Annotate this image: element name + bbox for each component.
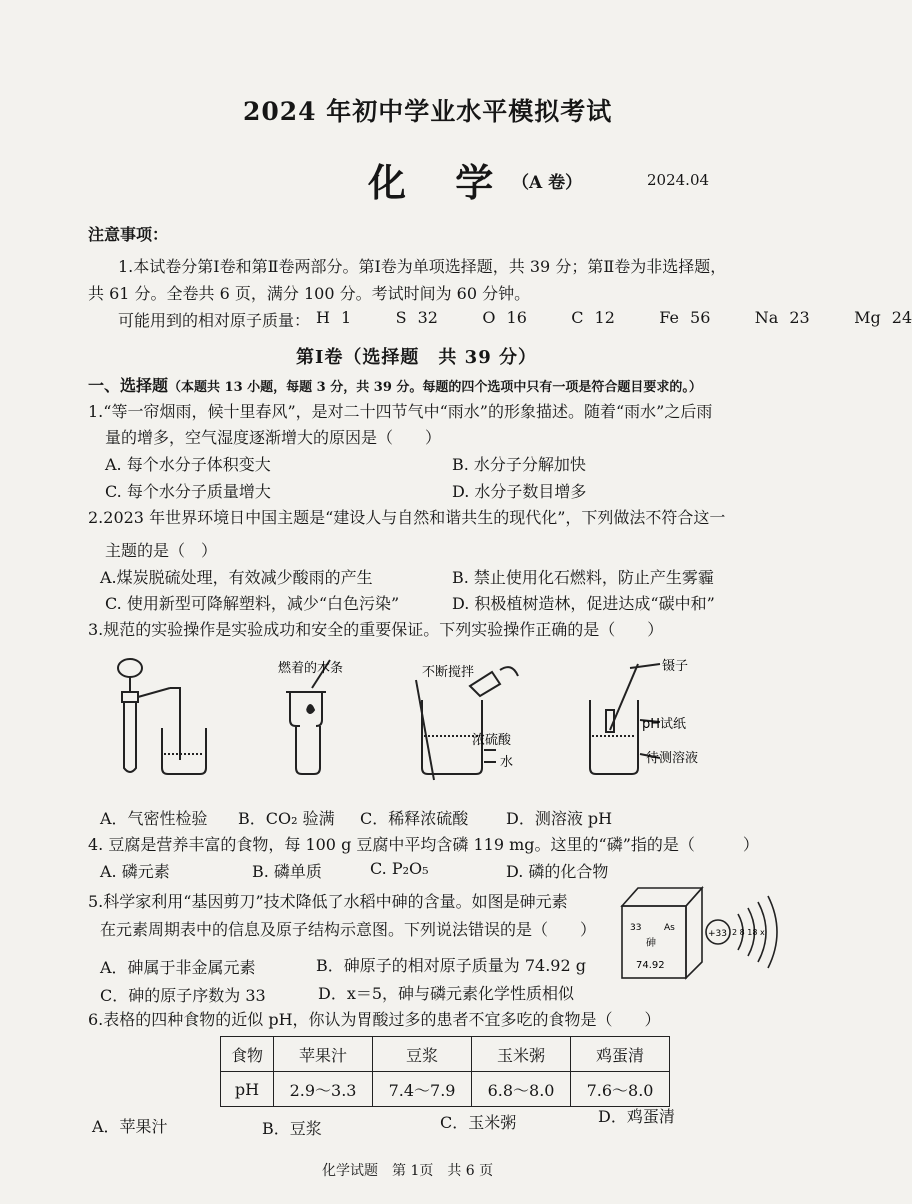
atomic-mass-mg: Mg 24 bbox=[854, 308, 912, 327]
part-label: 一、选择题 bbox=[88, 376, 169, 395]
atomic-mass-list bbox=[316, 308, 912, 327]
table-cell: pH bbox=[221, 1072, 274, 1107]
label-test-solution: 待测溶液 bbox=[646, 751, 699, 766]
element-mass: 74.92 bbox=[636, 960, 665, 971]
exam-title: 2024 年初中学业水平模拟考试 bbox=[243, 97, 613, 126]
q3-option-d: D．测溶液 pH bbox=[506, 809, 613, 828]
q2-option-d: D. 积极植树造林，促进达成“碳中和” bbox=[452, 594, 715, 613]
element-number: 33 bbox=[630, 923, 642, 933]
section-title: 第Ⅰ卷（选择题 共 39 分） bbox=[296, 347, 538, 368]
table-row bbox=[221, 1037, 670, 1072]
label-stir: 不断搅拌 bbox=[422, 665, 475, 680]
q3-stem: 3.规范的实验操作是实验成功和安全的重要保证。下列实验操作正确的是（ ） bbox=[88, 620, 664, 639]
atomic-mass-s: S 32 bbox=[395, 308, 438, 327]
table-cell: 7.6～8.0 bbox=[571, 1072, 670, 1107]
q1-stem-2: 量的增多，空气湿度逐渐增大的原因是（ ） bbox=[105, 428, 442, 447]
q5-option-a: A．砷属于非金属元素 bbox=[100, 958, 256, 977]
q5-option-b: B．砷原子的相对原子质量为 74.92 g bbox=[316, 956, 586, 975]
q3-option-a: A．气密性检验 bbox=[100, 809, 208, 828]
q5-stem-1: 5.科学家利用“基因剪刀”技术降低了水稻中砷的含量。如图是砷元素 bbox=[88, 892, 568, 911]
label-conc-acid: 浓硫酸 bbox=[472, 733, 512, 748]
atomic-mass-na: Na 23 bbox=[754, 308, 810, 327]
q6-option-c: C．玉米粥 bbox=[440, 1113, 517, 1132]
q2-stem-1: 2.2023 年世界环境日中国主题是“建设人与自然和谐共生的现代化”，下列做法不符合这一 bbox=[88, 508, 726, 527]
element-symbol: As bbox=[664, 923, 675, 933]
part-description: （本题共 13 小题，每题 3 分，共 39 分。每题的四个选项中只有一项是符合题目要求的。） bbox=[168, 380, 702, 395]
q6-stem: 6.表格的四种食物的近似 pH，你认为胃酸过多的患者不宜多吃的食物是（ ） bbox=[88, 1010, 661, 1029]
q3-option-b: B．CO₂ 验满 bbox=[238, 809, 335, 828]
label-ph-paper: pH试纸 bbox=[642, 717, 687, 732]
table-cell: 2.9～3.3 bbox=[274, 1072, 373, 1107]
q1-option-a: A. 每个水分子体积变大 bbox=[105, 455, 271, 474]
atomic-mass-h: H 1 bbox=[316, 308, 352, 327]
atomic-mass-c: C 12 bbox=[571, 308, 615, 327]
notes-line-1: 1.本试卷分第Ⅰ卷和第Ⅱ卷两部分。第Ⅰ卷为单项选择题，共 39 分；第Ⅱ卷为非选择题， bbox=[118, 257, 727, 276]
electron-shells: 2 8 18 x bbox=[732, 928, 765, 937]
q6-option-a: A．苹果汁 bbox=[92, 1117, 168, 1136]
subject-title: 化 学 bbox=[368, 160, 512, 205]
table-cell: 6.8～8.0 bbox=[472, 1072, 571, 1107]
airtightness-apparatus-icon bbox=[118, 659, 206, 774]
q5-option-c: C．砷的原子序数为 33 bbox=[100, 986, 266, 1005]
atomic-mass-label: 可能用到的相对原子质量： bbox=[118, 311, 311, 330]
notes-line-2: 共 61 分。全卷共 6 页，满分 100 分。考试时间为 60 分钟。 bbox=[88, 284, 531, 303]
q4-stem: 4. 豆腐是营养丰富的食物，每 100 g 豆腐中平均含磷 119 mg。这里的“磷”指的是（ ） bbox=[88, 835, 759, 854]
q1-option-d: D. 水分子数目增多 bbox=[452, 482, 587, 501]
label-burning-stick: 燃着的木条 bbox=[278, 661, 344, 676]
q6-option-d: D．鸡蛋清 bbox=[598, 1107, 675, 1126]
q1-option-c: C. 每个水分子质量增大 bbox=[105, 482, 271, 501]
q2-option-b: B. 禁止使用化石燃料，防止产生雾霾 bbox=[452, 568, 714, 587]
q6-option-b: B．豆浆 bbox=[262, 1119, 322, 1138]
label-water: 水 bbox=[500, 755, 514, 770]
q4-option-a: A. 磷元素 bbox=[100, 862, 170, 881]
ph-table bbox=[220, 1036, 670, 1107]
volume-label: （A 卷） bbox=[512, 173, 583, 193]
atomic-mass-fe: Fe 56 bbox=[659, 308, 711, 327]
label-tweezers: 镊子 bbox=[662, 659, 689, 674]
part-heading bbox=[88, 373, 702, 396]
nucleus-charge: +33 bbox=[708, 929, 727, 939]
q2-option-a: A.煤炭脱硫处理，有效减少酸雨的产生 bbox=[100, 568, 373, 587]
q5-stem-2: 在元素周期表中的信息及原子结构示意图。下列说法错误的是（ ） bbox=[100, 920, 597, 939]
arsenic-element-figure bbox=[618, 878, 788, 982]
q3-option-c: C．稀释浓硫酸 bbox=[360, 809, 469, 828]
q4-option-c: C. P₂O₅ bbox=[370, 859, 429, 878]
q5-option-d: D．x＝5，砷与磷元素化学性质相似 bbox=[318, 984, 575, 1003]
q2-stem-2: 主题的是（ ） bbox=[105, 541, 218, 560]
q3-experiment-figures bbox=[100, 650, 720, 800]
table-cell: 食物 bbox=[221, 1037, 274, 1072]
table-cell: 鸡蛋清 bbox=[571, 1037, 670, 1072]
table-cell: 7.4～7.9 bbox=[373, 1072, 472, 1107]
co2-full-test-icon bbox=[286, 660, 330, 774]
table-row bbox=[221, 1072, 670, 1107]
q4-option-b: B. 磷单质 bbox=[252, 862, 322, 881]
q1-stem-1: 1.“等一帘烟雨，候十里春风”，是对二十四节气中“雨水”的形象描述。随着“雨水”之后雨 bbox=[88, 402, 713, 421]
q4-option-d: D. 磷的化合物 bbox=[506, 862, 609, 881]
q1-option-b: B. 水分子分解加快 bbox=[452, 455, 586, 474]
notes-heading: 注意事项： bbox=[88, 225, 169, 244]
table-cell: 玉米粥 bbox=[472, 1037, 571, 1072]
element-name: 砷 bbox=[646, 938, 656, 949]
q2-option-c: C. 使用新型可降解塑料，减少“白色污染” bbox=[105, 594, 400, 613]
exam-date: 2024.04 bbox=[647, 171, 710, 189]
table-cell: 豆浆 bbox=[373, 1037, 472, 1072]
table-cell: 苹果汁 bbox=[274, 1037, 373, 1072]
atomic-mass-o: O 16 bbox=[482, 308, 527, 327]
page-footer: 化学试题 第 1页 共 6 页 bbox=[322, 1163, 494, 1179]
